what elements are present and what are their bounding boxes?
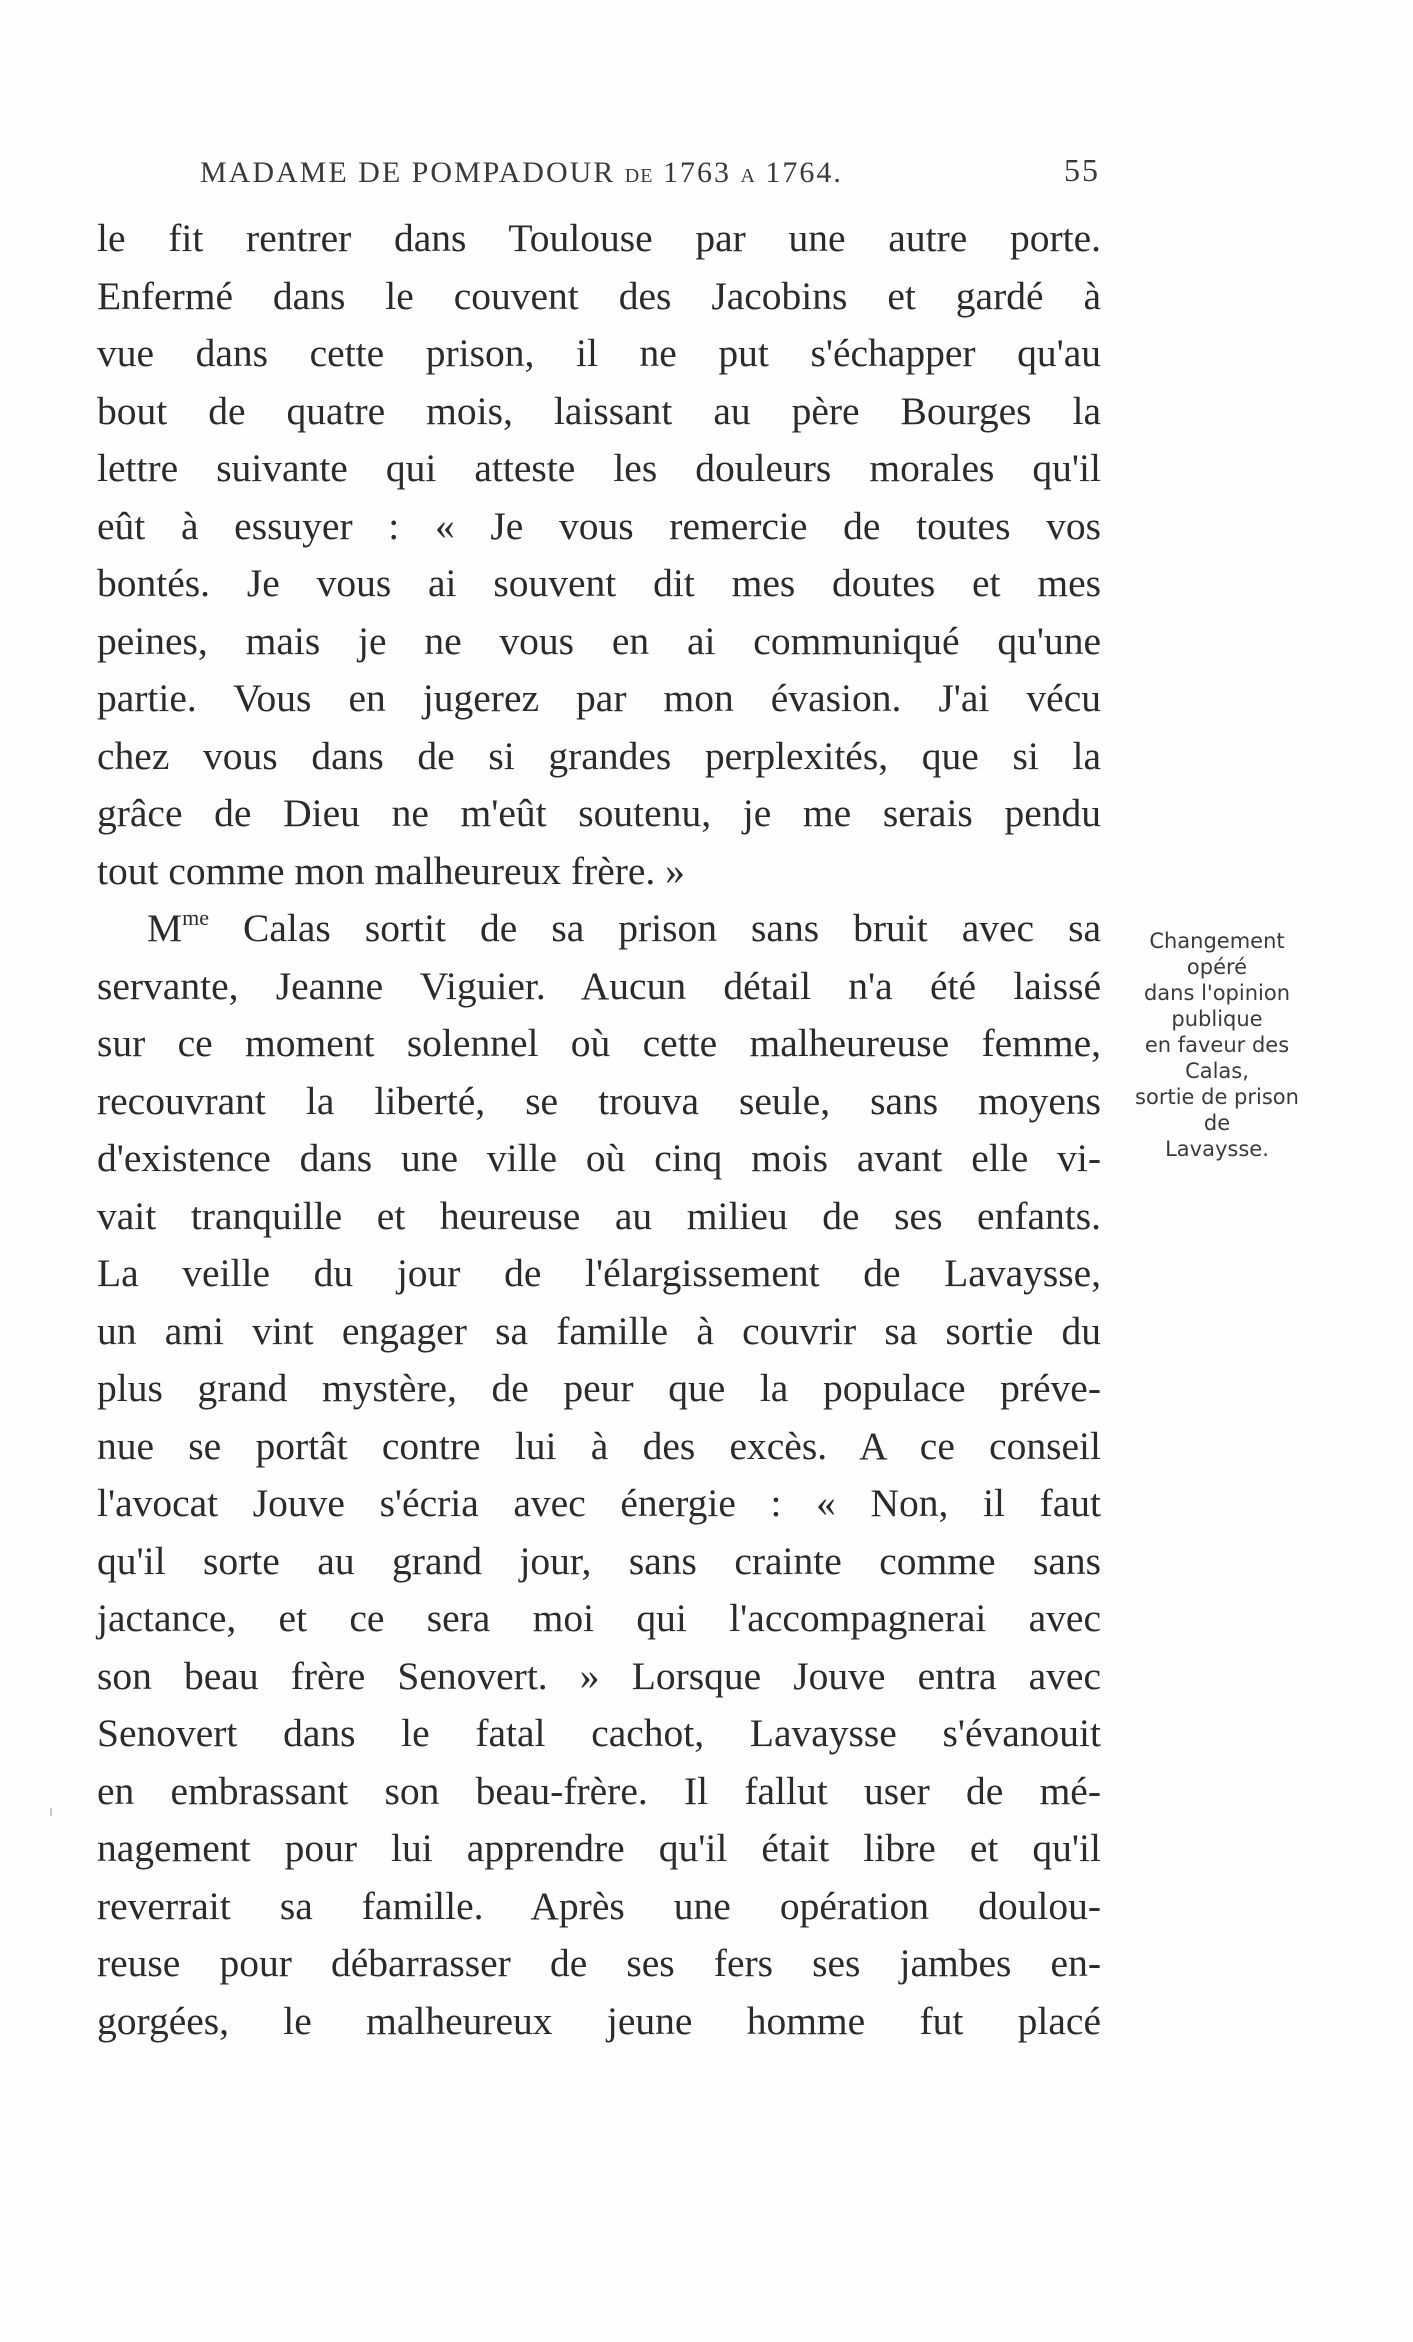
text-line: son beau frère Senovert. » Lorsque Jouve entra avec [97,1653,1101,1698]
text-line: peines, mais je ne vous en ai communiqué qu'une [97,618,1101,663]
running-title-main: MADAME DE POMPADOUR [200,156,616,189]
text-line: bout de quatre mois, laissant au père Bourges la [97,388,1101,433]
text-line: jactance, et ce sera moi qui l'accompagnerai avec [97,1596,1101,1640]
body-text [97,210,1101,2050]
margin-note-line: Lavaysse. [1165,1137,1269,1161]
text-line-paragraph-start [97,900,1101,958]
text-line: un ami vint engager sa famille à couvrir sa sortie du [97,1308,1101,1353]
text-line: sur ce moment solennel où cette malheureuse femme, [97,1021,1101,1065]
text-line: d'existence dans une ville où cinq mois avant elle vi- [97,1136,1101,1180]
margin-note-line: opéré [1186,955,1248,979]
text-line: bontés. Je vous ai souvent dit mes doutes et mes [97,561,1101,605]
margin-note [1108,928,1326,1162]
margin-note-line: de [1203,1111,1231,1135]
margin-note-line: Calas, [1185,1059,1249,1083]
running-title-year-end: 1764. [765,156,843,189]
margin-note-line: sortie de prison [1135,1085,1299,1109]
margin-note-line: Changement [1149,929,1285,953]
text-line: gorgées, le malheureux jeune homme fut placé [97,1998,1101,2043]
honorific-m: M [147,906,183,950]
honorific-superscript: me [182,905,210,930]
text-line: Enfermé dans le couvent des Jacobins et gardé à [97,273,1101,318]
text-line: nue se portât contre lui à des excès. A ce conseil [97,1423,1101,1468]
text-line: reuse pour débarrasser de ses fers ses jambes en- [97,1941,1101,1985]
running-title [200,156,843,190]
running-title-year-start: 1763 [662,156,731,189]
text-line: reverrait sa famille. Après une opération doulou- [97,1883,1101,1928]
text-line: plus grand mystère, de peur que la populace préve- [97,1366,1101,1410]
margin-note-line: dans l'opinion [1143,981,1291,1005]
text-line: La veille du jour de l'élargissement de Lavaysse, [97,1251,1101,1295]
margin-note-line: publique [1171,1007,1263,1031]
text-line: en embrassant son beau-frère. Il fallut user de mé- [97,1768,1101,1813]
text-line: le fit rentrer dans Toulouse par une autre porte. [97,216,1101,260]
text-line: eût à essuyer : « Je vous remercie de toutes vos [97,503,1101,548]
text-line: vait tranquille et heureuse au milieu de ses enfants. [97,1193,1101,1238]
text-line: vue dans cette prison, il ne put s'échapper qu'au [97,331,1101,375]
text-line: servante, Jeanne Viguier. Aucun détail n'a été laissé [97,963,1101,1008]
text-line: chez vous dans de si grandes perplexités, que si la [97,733,1101,778]
text-line: qu'il sorte au grand jour, sans crainte comme sans [97,1538,1101,1583]
page-edge-mark [50,1808,52,1816]
page-number: 55 [1064,152,1100,188]
text-line: lettre suivante qui atteste les douleurs morales qu'il [97,446,1101,490]
text-line: l'avocat Jouve s'écria avec énergie : « Non, il faut [97,1481,1101,1525]
text-line: recouvrant la liberté, se trouva seule, sans moyens [97,1078,1101,1123]
margin-note-line: en faveur des [1144,1033,1290,1057]
text-line-rest: Calas sortit de sa prison sans bruit avec sa [209,906,1101,950]
running-title-a: A [740,165,756,187]
text-line: nagement pour lui apprendre qu'il était libre et qu'il [97,1826,1101,1870]
text-line: grâce de Dieu ne m'eût soutenu, je me serais pendu [97,791,1101,835]
text-line: partie. Vous en jugerez par mon évasion. J'ai vécu [97,676,1101,720]
text-line: Senovert dans le fatal cachot, Lavaysse s'évanouit [97,1711,1101,1755]
running-head [200,152,1100,196]
running-title-de: DE [624,165,654,187]
text-line: tout comme mon malheureux frère. » [97,848,685,893]
